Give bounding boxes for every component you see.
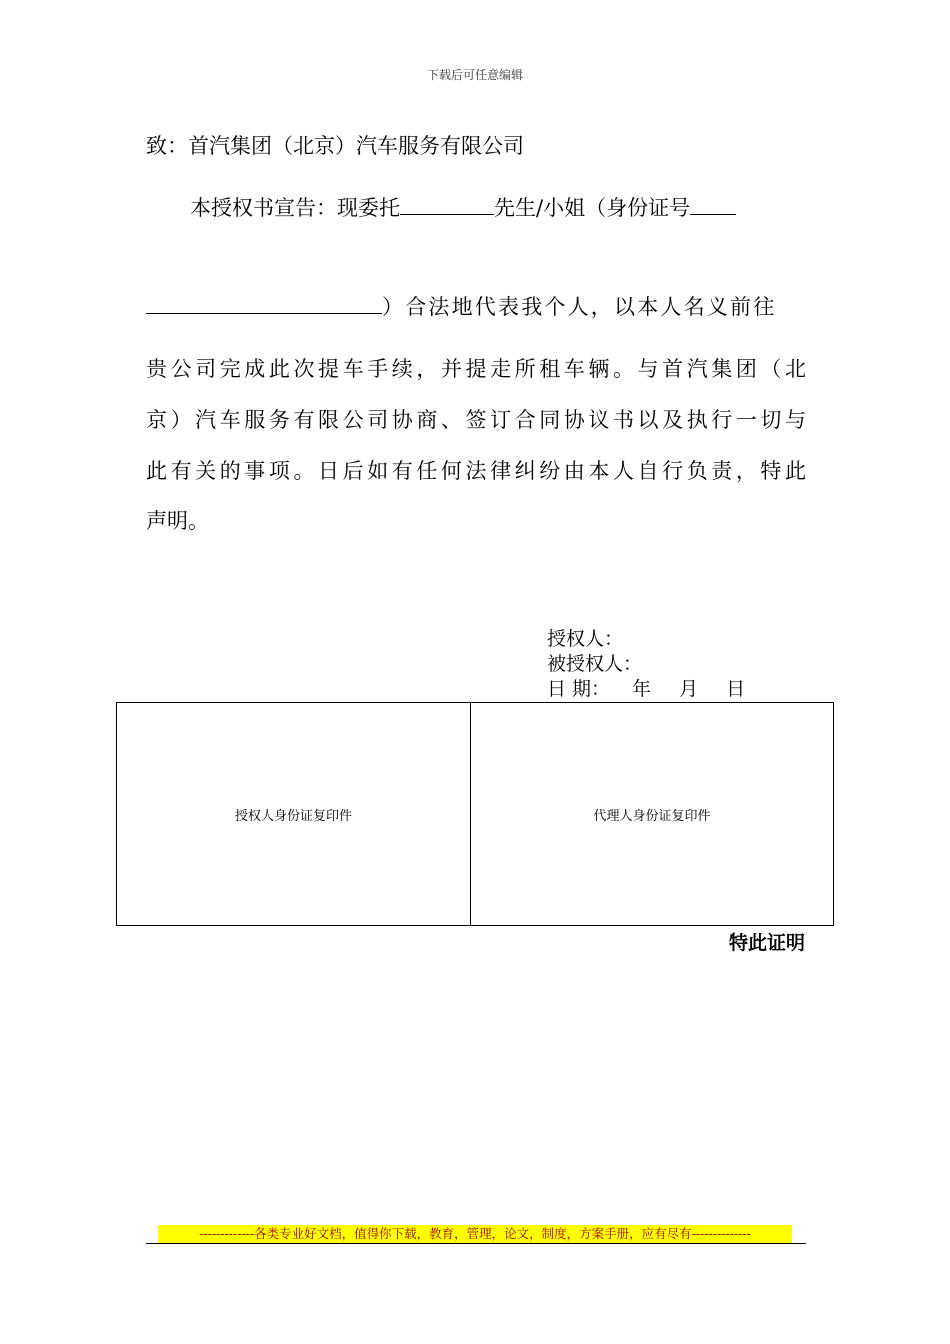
grantor-id-copy-cell: [117, 703, 471, 925]
footer-rule: [146, 1243, 806, 1244]
agent-id-copy-cell: [471, 703, 833, 925]
signature-block: [547, 627, 745, 702]
body-line-1-text-b: 先生/小姐（身份证号: [494, 196, 691, 220]
body-line-1: [190, 192, 806, 222]
body-line-2: [146, 291, 806, 321]
body-line-4: 京）汽车服务有限公司协商、签订合同协议书以及执行一切与: [146, 408, 806, 432]
date-row: [547, 677, 745, 702]
footer-banner: -------------各类专业好文档，值得你下载，教育，管理，论文，制度，方案手册，应有尽有--------------: [158, 1225, 792, 1243]
header-note: 下载后可任意编辑: [426, 68, 523, 82]
certify-text: 特此证明: [728, 932, 805, 954]
date-month: 月: [679, 678, 699, 700]
addressee: 致：首汽集团（北京）汽车服务有限公司: [146, 134, 524, 158]
id-number-blank-start: [690, 192, 736, 215]
name-blank: [400, 192, 494, 215]
grantee-label: 被授权人：: [547, 653, 643, 675]
date-label: 日 期：: [547, 678, 611, 700]
body-line-6: 声明。: [146, 509, 209, 533]
grantor-id-copy-label: 授权人身份证复印件: [234, 808, 352, 824]
body-line-1-text-a: 本授权书宣告：现委托: [190, 196, 400, 220]
agent-id-copy-label: 代理人身份证复印件: [593, 808, 711, 824]
body-line-5: 此有关的事项。日后如有任何法律纠纷由本人自行负责，特此: [146, 459, 806, 483]
id-number-blank-end: [146, 291, 382, 314]
id-copy-table: [116, 702, 834, 926]
date-day: 日: [726, 678, 746, 700]
body-line-3: 贵公司完成此次提车手续，并提走所租车辆。与首汽集团（北: [146, 357, 806, 381]
date-year: 年: [632, 678, 652, 700]
grantor-label: 授权人：: [547, 628, 624, 650]
body-line-2-text-a: ）合法地代表我个人，以本人名义前往: [382, 295, 777, 319]
